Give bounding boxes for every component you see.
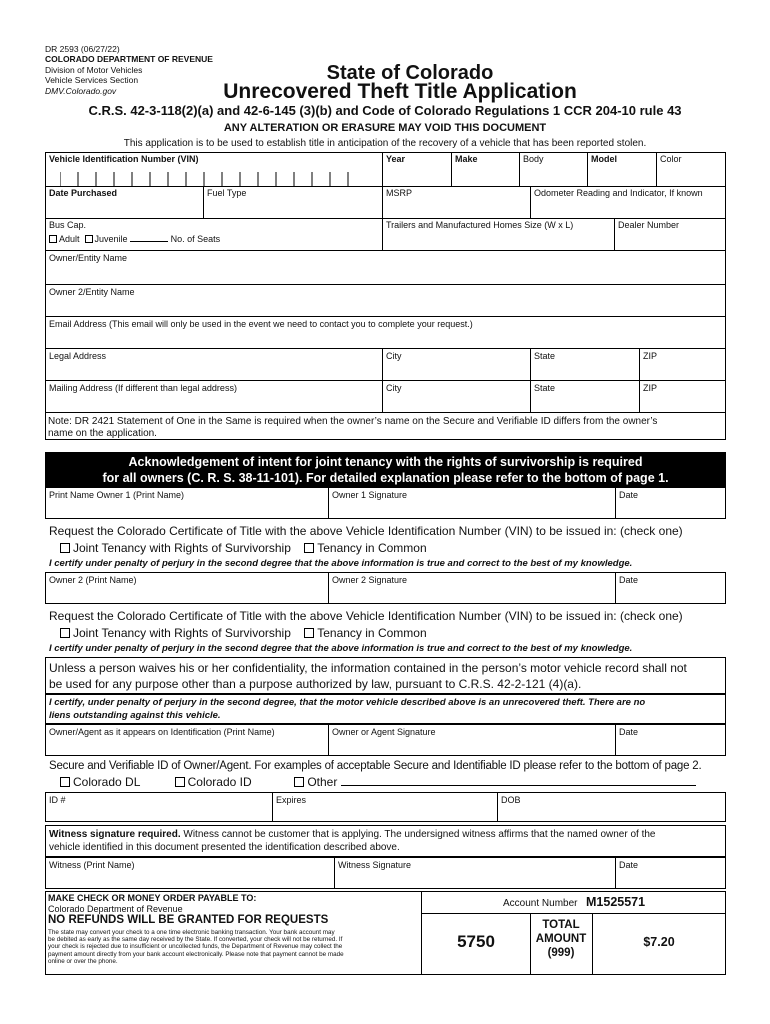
witness-print-label: Witness (Print Name) [49,860,135,870]
banner-line2: for all owners (C. R. S. 38-11-101). For detailed explanation please refer to the bottom of page 1. [102,471,669,485]
expires-label: Expires [276,795,307,805]
section: Vehicle Services Section [45,75,139,85]
email-label: Email Address (This email will only be used in the event we need to contact you to complete your request.) [49,319,473,329]
witness-required: Witness signature required. [49,829,181,840]
adult-label: Adult [59,234,80,244]
purpose: This application is to be used to establish title in anticipation of the recovery of a vehicle that has been reported stolen. [123,138,647,149]
witness-signature-label: Witness Signature [338,860,412,870]
mailing-address-label: Mailing Address (If different than legal address) [49,383,237,393]
check-conversion-notice [48,929,423,965]
make-label: Make [455,154,478,164]
confidentiality-line2: be used for any purpose other than a purpose authorized by law, pursuant to C.R.S. 42-2-121 (4)(a). [49,677,582,691]
colorado-dl-checkbox[interactable] [60,777,70,787]
banner-line1: Acknowledgement of intent for joint tenancy with the rights of survivorship is required [128,455,643,469]
department: COLORADO DEPARTMENT OF REVENUE [45,54,213,64]
color-label: Color [660,154,682,164]
trailers-label: Trailers and Manufactured Homes Size (W x L) [386,220,574,230]
page-title: Unrecovered Theft Title Application [223,80,577,103]
fine-line1: The state may convert your check to a one time electronic banking transaction. Your bank account may [48,929,335,936]
witness-text1: Witness cannot be customer that is applying. The undersigned witness affirms that the named owner of the [180,829,656,840]
payee: Colorado Department of Revenue [48,904,183,914]
msrp-label: MSRP [386,188,413,198]
legal-address-label: Legal Address [49,351,107,361]
title-state: State of Colorado [326,62,494,84]
division: Division of Motor Vehicles [45,65,143,75]
note-line2: name on the application. [48,428,157,439]
owner2-perjury: I certify under penalty of perjury in the second degree that the above information is true and correct to the best of my knowledge. [49,643,633,654]
statutes: C.R.S. 42-3-118(2)(a) and 42-6-145 (3)(b) and Code of Colorado Regulations 1 CCR 204-10 rule 43 [88,103,682,118]
owner2-date-label: Date [619,575,639,585]
legal-zip-label: ZIP [643,351,658,361]
website: DMV.Colorado.gov [45,86,117,96]
id-number-label: ID # [49,795,66,805]
colorado-dl-label: Colorado DL [73,775,140,789]
owner1-jtwros-checkbox[interactable] [60,543,70,553]
colorado-id-label: Colorado ID [187,775,252,789]
witness-text2: vehicle identified in this document presented the identification described above. [49,842,400,853]
juvenile-checkbox[interactable] [85,235,93,243]
owner2-print-label: Owner 2 (Print Name) [49,575,137,585]
total-amount: $7.20 [643,935,675,949]
owner2-tic-checkbox[interactable] [304,628,314,638]
owner2-jtwros-label: Joint Tenancy with Rights of Survivorship [73,626,291,640]
witness-date-label: Date [619,860,639,870]
confidentiality-notice [49,660,729,692]
account-number-label: Account Number [503,898,578,909]
no-seats-label: No. of Seats [170,234,221,244]
dr2421-note [48,416,728,440]
vin-boxes[interactable] [60,168,370,184]
owner1-perjury: I certify under penalty of perjury in the second degree that the above information is true and correct to the best of my knowledge. [49,558,633,569]
fine-line2: be debited as early as the same day received by the State. If converted, your check will not be returned. If [48,936,343,944]
juvenile-label: Juvenile [94,234,128,244]
owner2-signature-label: Owner 2 Signature [332,575,408,585]
legal-city-label: City [386,351,402,361]
owner1-jtwros-label: Joint Tenancy with Rights of Survivorship [73,541,291,555]
warning: ANY ALTERATION OR ERASURE MAY VOID THIS DOCUMENT [223,122,547,134]
other-id-label: Other [307,775,338,789]
form-number: DR 2593 (06/27/22) [45,44,120,54]
legal-state-label: State [534,351,556,361]
year-label: Year [386,154,406,164]
owner2-jtwros-checkbox[interactable] [60,628,70,638]
fuel-type-label: Fuel Type [207,188,247,198]
agent-date-label: Date [619,727,639,737]
total-line1: TOTAL [542,919,580,931]
seat-options [46,233,223,245]
mailing-city-label: City [386,383,402,393]
seats-blank[interactable] [130,241,168,242]
mailing-state-label: State [534,383,556,393]
fine-line4: payment amount directly from your bank account electronically. Please note that payment cannot be made [48,950,344,958]
owner2-tenancy-options [60,626,427,640]
witness-notice [49,828,729,854]
colorado-id-checkbox[interactable] [175,777,185,787]
dob-label: DOB [501,795,521,805]
date-purchased-label: Date Purchased [49,188,118,198]
vin-label: Vehicle Identification Number (VIN) [49,154,199,164]
no-refunds: NO REFUNDS WILL BE GRANTED FOR REQUESTS [48,914,329,926]
owner1-date-label: Date [619,490,639,500]
owner1-signature-label: Owner 1 Signature [332,490,408,500]
confidentiality-line1: Unless a person waives his or her confidentiality, the information contained in the person’s motor vehicle record shall not [49,661,687,675]
odometer-label: Odometer Reading and Indicator, If known [534,188,703,198]
owner1-tic-label: Tenancy in Common [317,541,427,555]
request-title-owner1: Request the Colorado Certificate of Title with the above Vehicle Identification Number (VIN) to be issued in: (check one) [49,524,683,538]
note-line1: Note: DR 2421 Statement of One in the Same is required when the owner’s name on the Secure and Verifiable ID differs from the owner’s [48,416,658,427]
owner1-tenancy-options [60,541,427,555]
total-amount-label [530,918,592,960]
body-label: Body [523,154,544,164]
owner-entity-label: Owner/Entity Name [49,253,128,263]
fine-line3: your check is rejected due to insufficient or uncollected funds, the Department of Revenue may collect the [48,943,343,951]
agent-signature-label: Owner or Agent Signature [332,727,436,737]
request-title-owner2: Request the Colorado Certificate of Title with the above Vehicle Identification Number (VIN) to be issued in: (check one) [49,609,683,623]
vin-tick-marks [60,168,380,186]
fee-code: 5750 [457,932,495,951]
secure-id-title: Secure and Verifiable ID of Owner/Agent. For examples of acceptable Secure and Identifiable ID please refer to the bottom of page 2. [49,760,702,772]
joint-tenancy-banner [45,452,726,487]
mailing-zip-label: ZIP [643,383,658,393]
print-owner1-label: Print Name Owner 1 (Print Name) [49,490,185,500]
payable-to: MAKE CHECK OR MONEY ORDER PAYABLE TO: [48,893,257,903]
owner1-tic-checkbox[interactable] [304,543,314,553]
owner2-entity-label: Owner 2/Entity Name [49,287,135,297]
owner2-tic-label: Tenancy in Common [317,626,427,640]
bus-cap-label: Bus Cap. [49,220,87,230]
id-type-options [60,775,696,789]
model-label: Model [591,154,617,164]
total-line3: (999) [547,947,575,959]
account-number: M1525571 [586,895,646,909]
total-line2: AMOUNT [535,933,587,945]
dealer-number-label: Dealer Number [618,220,680,230]
agent-print-label: Owner/Agent as it appears on Identification (Print Name) [49,727,275,737]
adult-checkbox[interactable] [49,235,57,243]
other-id-blank[interactable] [341,785,696,786]
unrecovered-theft-certification [49,696,729,722]
certify-line2: liens outstanding against this vehicle. [49,710,221,721]
certify-line1: I certify, under penalty of perjury in the second degree, that the motor vehicle described above is an unrecovered theft. There are no [49,697,646,708]
fine-line5: online or over the phone. [48,957,118,965]
other-id-checkbox[interactable] [294,777,304,787]
